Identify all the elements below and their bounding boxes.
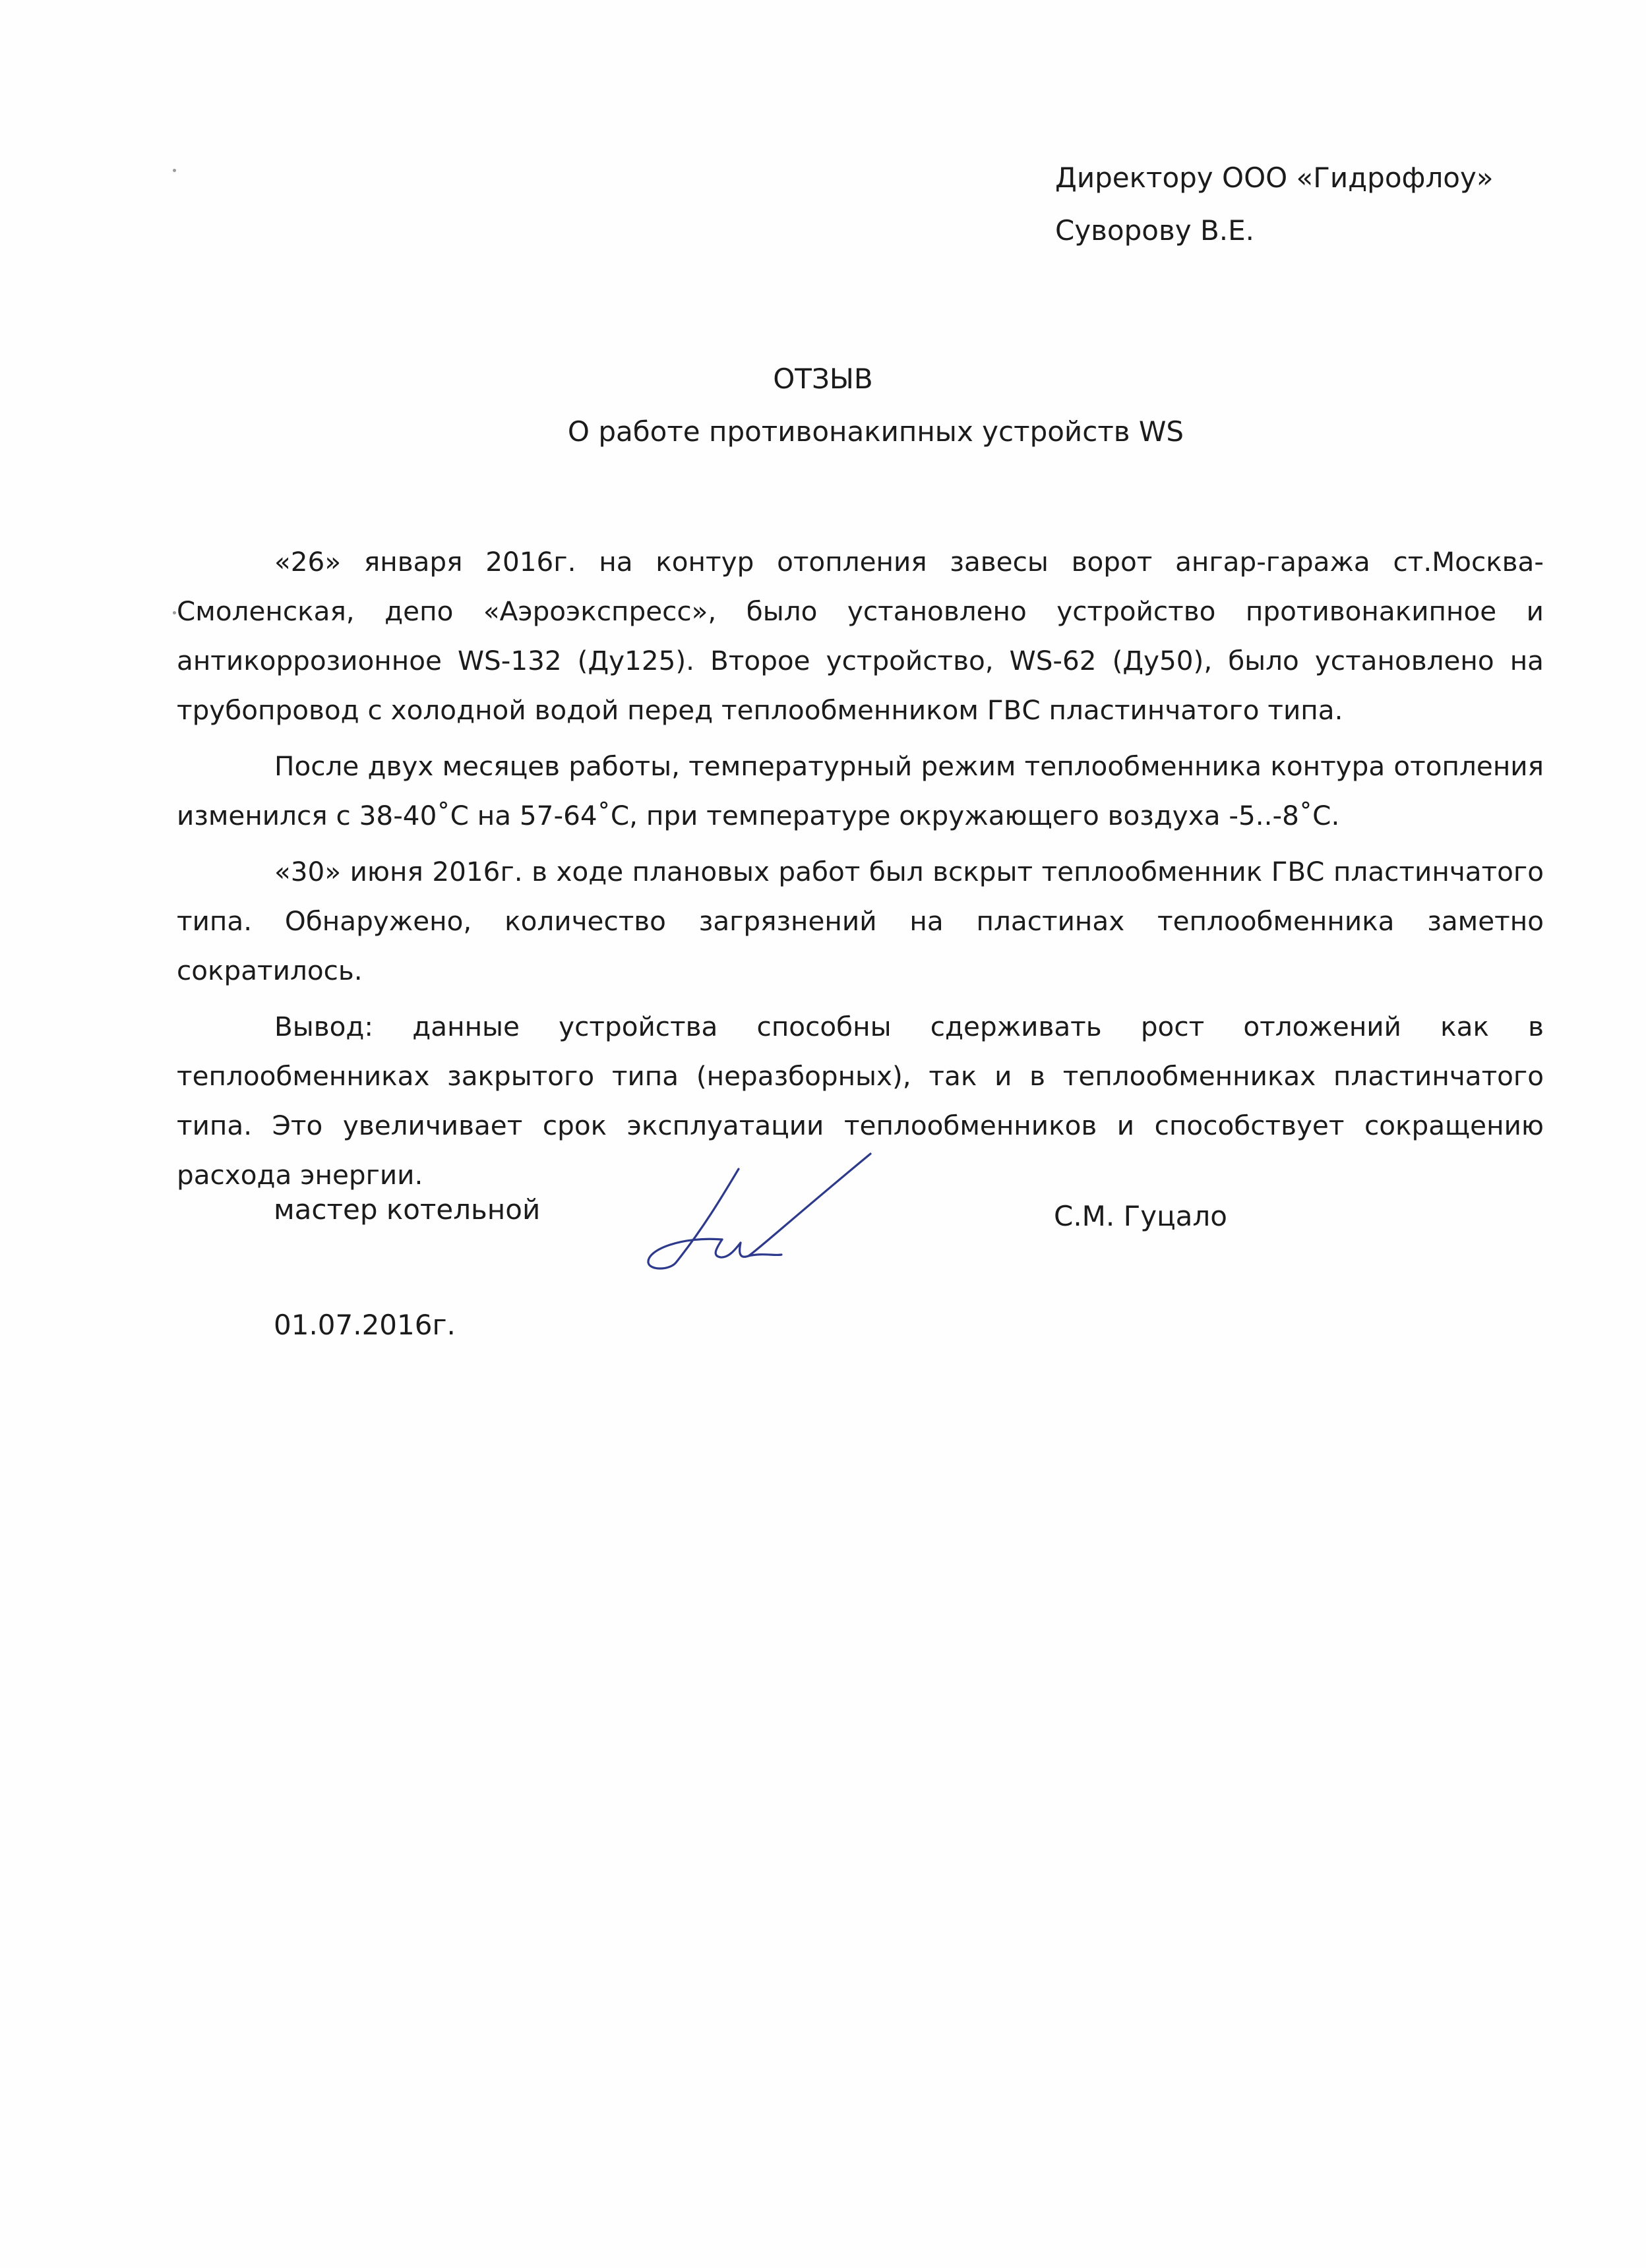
paragraph-installation: «26» января 2016г. на контур отопления завесы ворот ангар-гаража ст.Москва-Смоленская, депо «Аэроэкспресс», было установлено устройство противонакипное и антикоррозионное WS-132 (Ду125). Второе устройство, WS-62 (Ду50), было установлено на трубопровод с холодной водой перед теплообменником ГВС пластинчатого типа.: [177, 546, 1544, 726]
document-date: 01.07.2016г.: [274, 1309, 456, 1341]
handwritten-signature-icon: [623, 1150, 887, 1282]
paragraph-temperature: После двух месяцев работы, температурный режим теплообменника контура отопления изменился с 38-40˚С на 57-64˚С, при температуре окружающего воздуха -5..-8˚С.: [177, 750, 1544, 831]
addressee-line-director: Директору ООО «Гидрофлоу»: [1055, 162, 1494, 194]
paragraph-conclusion: Вывод: данные устройства способны сдерживать рост отложений как в теплообменниках закрытого типа (неразборных), так и в теплообменниках пластинчатого типа. Это увеличивает срок эксплуатации теплообменников и способствует сокращению расхода энергии.: [177, 1011, 1544, 1191]
paragraph-inspection: «30» июня 2016г. в ходе плановых работ был вскрыт теплообменник ГВС пластинчатого типа. Обнаружено, количество загрязнений на пластинах теплообменника заметно сократилось.: [177, 856, 1544, 986]
document-heading: [0, 353, 1646, 458]
document-subtitle: О работе противонакипных устройств WS: [567, 415, 1184, 448]
document-body: [177, 537, 1544, 1207]
scan-speck: [173, 611, 176, 614]
addressee-block: [1055, 152, 1494, 257]
addressee-line-name: Суворову В.Е.: [1055, 214, 1254, 247]
signatory-role: мастер котельной: [274, 1193, 541, 1226]
scan-speck: [173, 169, 176, 172]
document-title: ОТЗЫВ: [773, 363, 873, 395]
signatory-name: С.М. Гуцало: [1054, 1200, 1227, 1232]
